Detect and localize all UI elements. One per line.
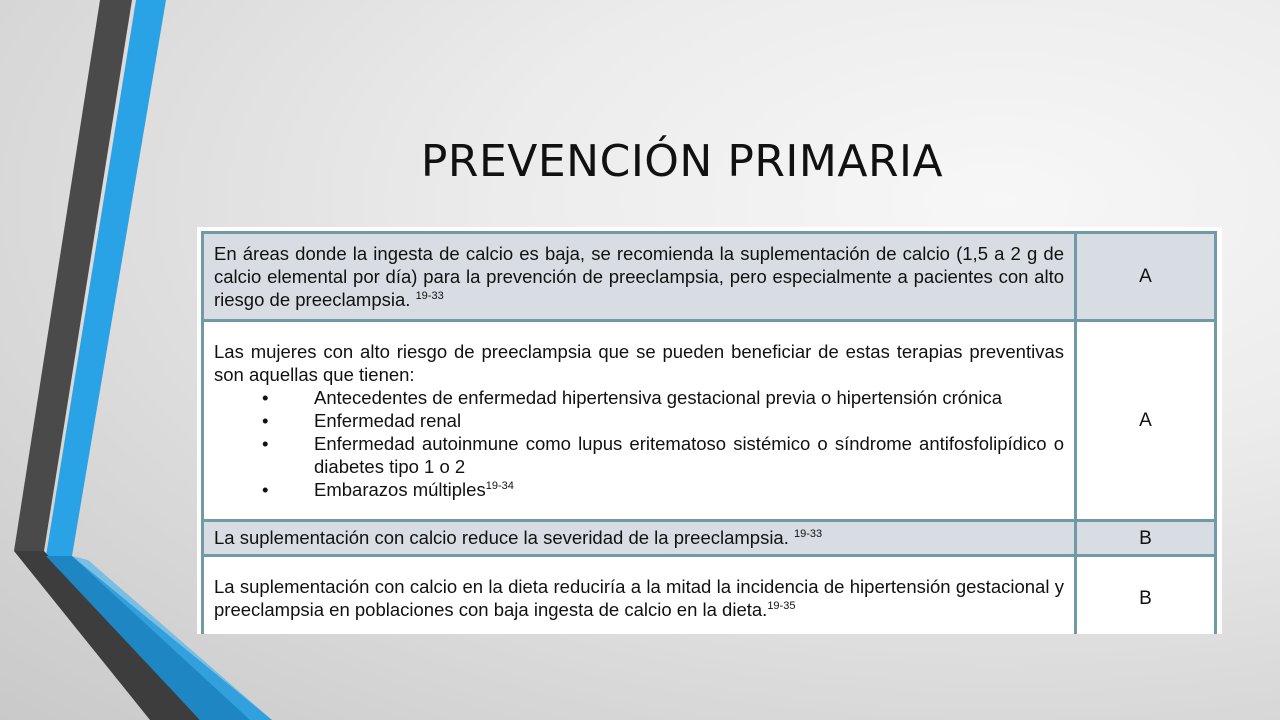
recommendation-text: La suplementación con calcio reduce la severidad de la preeclampsia. $^{19-33}$ [203,521,1076,556]
table-row [203,233,1216,321]
list-item: • Embarazos múltiples$^{19-34}$ [262,478,514,500]
list-item: • Enfermedad autoinmune como lupus eritematoso sistémico o síndrome antifosfolipídico o diabetes tipo 1 o 2 [262,432,1064,477]
risk-factor-list [214,386,1064,501]
reference-superscript: 19-33 [415,289,444,302]
evidence-grade: A [1076,321,1216,521]
reference-superscript: 19-34 [485,479,514,492]
recommendations-table-image [197,227,1222,634]
table-row [203,321,1216,521]
table-row [203,521,1216,556]
list-item: • Enfermedad renal [262,409,462,431]
recommendation-text: La suplementación con calcio en la dieta reduciría a la mitad la incidencia de hipertensión gestacional y preeclampsia en poblaciones con baja ingesta de calcio en la dieta.$^{19-35}$ [203,556,1076,635]
recommendation-text [203,321,1076,521]
reference-superscript: 19-33 [794,528,823,540]
list-item: • Antecedentes de enfermedad hipertensiva gestacional previa o hipertensión crónica [262,386,1003,408]
slide-title: PREVENCIÓN PRIMARIA [420,136,944,187]
reference-superscript: 19-35 [767,600,796,612]
evidence-grade: B [1076,521,1216,556]
recommendation-text: En áreas donde la ingesta de calcio es baja, se recomienda la suplementación de calcio (1,5 a 2 g de calcio elemental por día) para la prevención de preeclampsia, pero especialmente a pacientes con alto riesgo de preeclampsia. $^{19-33}$ [203,233,1076,321]
table-row [203,556,1216,635]
evidence-grade: A [1076,233,1216,321]
risk-intro: Las mujeres con alto riesgo de preeclampsia que se pueden beneficiar de estas terapias preventivas son aquellas que tienen: [214,340,1064,385]
evidence-grade: B [1076,556,1216,635]
recommendations-table [201,231,1217,634]
